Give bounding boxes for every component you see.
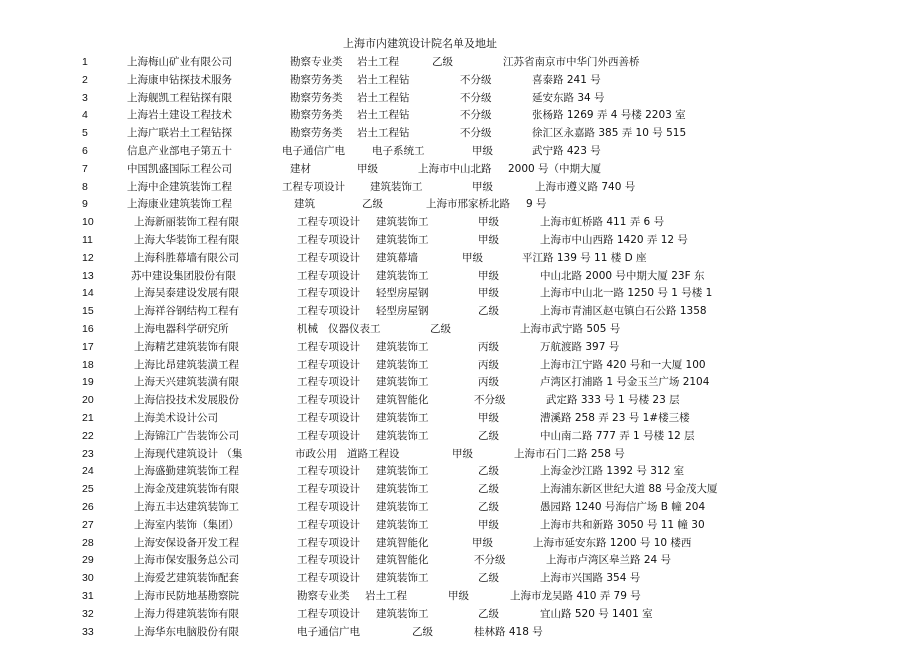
list-row	[0, 268, 920, 286]
address: 漕溪路 258 弄 23 号 1#楼三楼	[540, 411, 690, 424]
address: 喜泰路 241 号	[532, 73, 601, 86]
company-name: 上海爱艺建筑装饰配套	[134, 572, 239, 585]
grade: 甲级	[448, 589, 469, 602]
list-row	[0, 552, 920, 570]
company-name: 上海岩土建设工程技术	[127, 109, 232, 122]
specialty: 建筑装饰工	[376, 607, 429, 620]
address: 上海市兴国路 354 号	[540, 572, 641, 585]
company-name: 上海五丰达建筑装饰工	[134, 500, 239, 513]
grade: 桂林路 418 号	[474, 625, 543, 638]
company-name: 上海室内装饰（集团）	[134, 518, 239, 531]
specialty: 甲级	[357, 162, 378, 175]
row-number: 9	[82, 198, 88, 211]
address: 张杨路 1269 弄 4 号楼 2203 室	[532, 109, 686, 122]
document-title: 上海市内建筑设计院名单及地址	[343, 37, 497, 50]
specialty: 建筑装饰工	[376, 429, 429, 442]
category: 勘察专业类	[290, 56, 343, 68]
category: 勘察劳务类	[290, 109, 343, 122]
grade: 甲级	[478, 518, 499, 531]
specialty: 建筑幕墙	[376, 251, 418, 264]
address: 徐汇区永嘉路 385 弄 10 号 515	[532, 127, 687, 140]
company-name: 上海安保设备开发工程	[134, 536, 239, 549]
category: 工程专项设计	[297, 394, 360, 407]
category: 工程专项设计	[297, 340, 360, 353]
specialty: 建筑装饰工	[370, 180, 423, 193]
company-name: 上海舰凯工程钻探有限	[127, 91, 232, 104]
category: 机械	[297, 322, 318, 335]
address: 2000 号（中期大厦	[508, 162, 602, 175]
grade: 乙级	[478, 572, 499, 585]
address: 上海金沙江路 1392 号 312 室	[540, 465, 685, 478]
specialty: 乙级	[412, 625, 433, 638]
company-name: 上海美术设计公司	[134, 411, 218, 424]
grade: 甲级	[472, 536, 493, 549]
category: 工程专项设计	[297, 572, 360, 585]
list-row	[0, 107, 920, 125]
specialty: 道路工程设	[347, 447, 400, 460]
specialty: 建筑装饰工	[376, 233, 429, 246]
grade: 乙级	[478, 483, 499, 496]
company-name: 苏中建设集团股份有限	[131, 269, 236, 282]
address: 上海市江宁路 420 号和一大厦 100	[540, 358, 706, 371]
category: 勘察专业类	[297, 589, 350, 602]
address: 上海市卢湾区皋兰路 24 号	[546, 554, 672, 567]
list-row	[0, 54, 920, 72]
category: 工程专项设计	[297, 536, 360, 549]
company-name: 上海电器科学研究所	[134, 322, 229, 335]
company-name: 中国凯盛国际工程公司	[127, 162, 232, 175]
grade: 甲级	[478, 287, 499, 300]
list-row	[0, 303, 920, 321]
row-number: 10	[82, 216, 94, 229]
specialty: 轻型房屋钢	[376, 287, 429, 300]
row-number: 11	[82, 233, 93, 246]
row-number: 23	[82, 447, 94, 460]
specialty: 轻型房屋钢	[376, 305, 429, 318]
address: 武宁路 423 号	[532, 144, 601, 157]
list-row	[0, 570, 920, 588]
company-name: 上海广联岩土工程钻探	[127, 127, 232, 140]
specialty: 岩土工程钻	[357, 91, 410, 104]
company-name: 上海锦江广告装饰公司	[134, 429, 239, 442]
list-row	[0, 196, 920, 214]
list-row	[0, 446, 920, 464]
address: 上海市虹桥路 411 弄 6 号	[540, 216, 665, 229]
grade: 甲级	[478, 233, 499, 246]
category: 建筑	[294, 198, 315, 211]
specialty: 建筑智能化	[376, 554, 429, 567]
company-name: 上海康申钻探技术服务	[127, 73, 232, 86]
list-row	[0, 481, 920, 499]
list-row	[0, 321, 920, 339]
row-number: 17	[82, 340, 94, 353]
category: 工程专项设计	[297, 269, 360, 282]
address: 上海市中山西路 1420 弄 12 号	[540, 233, 688, 246]
specialty: 岩土工程钻	[357, 127, 410, 140]
address: 上海市龙吴路 410 弄 79 号	[510, 589, 641, 602]
specialty: 建筑装饰工	[376, 269, 429, 282]
list-row	[0, 606, 920, 624]
specialty: 建筑装饰工	[376, 340, 429, 353]
row-number: 4	[82, 109, 88, 122]
grade: 乙级	[478, 465, 499, 478]
grade: 丙级	[478, 358, 499, 371]
specialty: 建筑装饰工	[376, 518, 429, 531]
company-name: 上海科胜幕墙有限公司	[134, 251, 239, 264]
specialty: 岩土工程	[357, 56, 399, 68]
list-row	[0, 232, 920, 250]
row-number: 21	[82, 411, 94, 424]
row-number: 7	[82, 162, 88, 175]
list-row	[0, 90, 920, 108]
grade: 不分级	[460, 127, 492, 140]
category: 勘察劳务类	[290, 91, 343, 104]
row-number: 8	[82, 180, 88, 193]
address: 上海市遵义路 740 号	[535, 180, 636, 193]
grade: 甲级	[452, 447, 473, 460]
category: 工程专项设计	[297, 358, 360, 371]
company-name: 信息产业部电子第五十	[127, 144, 232, 157]
row-number: 31	[82, 589, 94, 602]
list-row	[0, 428, 920, 446]
company-name: 上海盛勤建筑装饰工程	[134, 465, 239, 478]
specialty: 岩土工程	[365, 589, 407, 602]
company-name: 上海新丽装饰工程有限	[134, 216, 239, 229]
row-number: 14	[82, 287, 94, 300]
specialty: 岩土工程钻	[357, 109, 410, 122]
address: 上海市中山北一路 1250 号 1 号楼 1	[540, 287, 713, 300]
category: 工程专项设计	[297, 483, 360, 496]
specialty: 仪器仪表工	[328, 322, 381, 335]
address: 上海市延安东路 1200 号 10 楼西	[533, 536, 692, 549]
row-number: 24	[82, 465, 94, 478]
row-number: 13	[82, 269, 94, 282]
company-name: 上海华东电脑股份有限	[134, 625, 239, 638]
grade: 上海市邢家桥北路	[426, 198, 510, 211]
address: 中山南二路 777 弄 1 号楼 12 层	[540, 429, 695, 442]
specialty: 岩土工程钻	[357, 73, 410, 86]
category: 工程专项设计	[297, 305, 360, 318]
list-row	[0, 392, 920, 410]
category: 工程专项设计	[297, 554, 360, 567]
list-row	[0, 535, 920, 553]
address: 9 号	[526, 198, 547, 211]
list-row	[0, 517, 920, 535]
address: 延安东路 34 号	[532, 91, 605, 104]
category: 工程专项设计	[297, 500, 360, 513]
company-name: 上海现代建筑设计 （集	[134, 447, 243, 460]
row-number: 33	[82, 625, 94, 638]
list-row	[0, 214, 920, 232]
row-number: 3	[82, 91, 88, 104]
company-name: 上海信投技术发展股份	[134, 394, 239, 407]
company-name: 上海梅山矿业有限公司	[127, 56, 232, 68]
grade: 不分级	[474, 394, 506, 407]
grade: 乙级	[432, 56, 453, 68]
row-number: 18	[82, 358, 94, 371]
grade: 上海市中山北路	[418, 162, 492, 175]
address: 万航渡路 397 号	[540, 340, 620, 353]
grade: 乙级	[430, 322, 451, 335]
address: 卢湾区打浦路 1 号金玉兰广场 2104	[540, 376, 710, 389]
category: 工程专项设计	[297, 518, 360, 531]
address: 中山北路 2000 号中期大厦 23F 东	[540, 269, 705, 282]
company-name: 上海大华装饰工程有限	[134, 233, 239, 246]
row-number: 6	[82, 144, 88, 157]
row-number: 20	[82, 394, 94, 407]
category: 工程专项设计	[297, 287, 360, 300]
grade: 不分级	[460, 73, 492, 86]
category: 工程专项设计	[297, 216, 360, 229]
category: 工程专项设计	[297, 411, 360, 424]
grade: 甲级	[478, 216, 499, 229]
category: 工程专项设计	[297, 233, 360, 246]
specialty: 电子系统工	[372, 144, 425, 157]
row-number: 32	[82, 607, 94, 620]
category: 勘察劳务类	[290, 73, 343, 86]
specialty: 建筑智能化	[376, 536, 429, 549]
address: 武定路 333 号 1 号楼 23 层	[546, 394, 680, 407]
company-name: 上海市保安服务总公司	[134, 554, 239, 567]
company-name: 上海中企建筑装饰工程	[127, 180, 232, 193]
company-name: 上海金茂建筑装饰有限	[134, 483, 239, 496]
specialty: 建筑装饰工	[376, 411, 429, 424]
row-number: 2	[82, 73, 88, 86]
row-number: 12	[82, 251, 94, 264]
company-name: 上海精艺建筑装饰有限	[134, 340, 239, 353]
category: 工程专项设计	[297, 465, 360, 478]
list-row	[0, 463, 920, 481]
category: 电子通信广电	[282, 144, 345, 157]
grade: 乙级	[478, 429, 499, 442]
category: 工程专项设计	[297, 251, 360, 264]
grade: 乙级	[478, 305, 499, 318]
address: 愚园路 1240 号海信广场 B 幢 204	[540, 500, 706, 513]
list-row	[0, 143, 920, 161]
specialty: 乙级	[362, 198, 383, 211]
list-row	[0, 410, 920, 428]
company-name: 上海天兴建筑装潢有限	[134, 376, 239, 389]
row-number: 16	[82, 322, 94, 335]
category: 工程专项设计	[282, 180, 345, 193]
category: 勘察劳务类	[290, 127, 343, 140]
address: 宜山路 520 号 1401 室	[540, 607, 653, 620]
row-number: 29	[82, 554, 94, 567]
category: 工程专项设计	[297, 376, 360, 389]
row-number: 27	[82, 518, 94, 531]
grade: 乙级	[478, 607, 499, 620]
row-number: 15	[82, 305, 94, 318]
company-name: 上海力得建筑装饰有限	[134, 607, 239, 620]
list-row	[0, 250, 920, 268]
company-name: 上海祥谷钢结构工程有	[134, 305, 239, 318]
grade: 甲级	[472, 144, 493, 157]
row-number: 5	[82, 127, 88, 140]
row-number: 26	[82, 500, 94, 513]
category: 建材	[290, 162, 311, 175]
specialty: 建筑装饰工	[376, 376, 429, 389]
list-row	[0, 339, 920, 357]
grade: 甲级	[478, 269, 499, 282]
list-row	[0, 285, 920, 303]
address: 上海市共和新路 3050 号 11 幢 30	[540, 518, 705, 531]
list-row	[0, 72, 920, 90]
address: 上海市青浦区赵屯镇白石公路 1358	[540, 305, 707, 318]
specialty: 建筑智能化	[376, 394, 429, 407]
grade: 甲级	[462, 251, 483, 264]
list-row	[0, 125, 920, 143]
list-row	[0, 161, 920, 179]
row-number: 28	[82, 536, 94, 549]
specialty: 建筑装饰工	[376, 572, 429, 585]
list-row	[0, 179, 920, 197]
category: 电子通信广电	[297, 625, 360, 638]
specialty: 建筑装饰工	[376, 216, 429, 229]
company-name: 上海市民防地基勘察院	[134, 589, 239, 602]
row-number: 19	[82, 376, 94, 389]
address: 上海市武宁路 505 号	[520, 322, 621, 335]
row-number: 22	[82, 429, 94, 442]
category: 工程专项设计	[297, 607, 360, 620]
grade: 甲级	[472, 180, 493, 193]
specialty: 建筑装饰工	[376, 358, 429, 371]
specialty: 建筑装饰工	[376, 465, 429, 478]
grade: 不分级	[474, 554, 506, 567]
list-row	[0, 588, 920, 606]
company-name: 上海康业建筑装饰工程	[127, 198, 232, 211]
grade: 不分级	[460, 109, 492, 122]
grade: 不分级	[460, 91, 492, 104]
row-number: 30	[82, 572, 94, 585]
company-list	[0, 54, 920, 641]
list-row	[0, 499, 920, 517]
company-name: 上海比昂建筑装潢工程	[134, 358, 239, 371]
row-number: 25	[82, 483, 94, 496]
category: 市政公用	[295, 447, 337, 460]
specialty: 建筑装饰工	[376, 500, 429, 513]
address: 江苏省南京市中华门外西善桥	[503, 56, 640, 68]
grade: 丙级	[478, 376, 499, 389]
grade: 乙级	[478, 500, 499, 513]
company-name: 上海吴泰建设发展有限	[134, 287, 239, 300]
list-row	[0, 357, 920, 375]
address: 上海浦东新区世纪大道 88 号金茂大厦	[540, 483, 718, 496]
address: 平江路 139 号 11 楼 D 座	[522, 251, 647, 264]
list-row	[0, 374, 920, 392]
grade: 丙级	[478, 340, 499, 353]
specialty: 建筑装饰工	[376, 483, 429, 496]
address: 上海市石门二路 258 号	[514, 447, 625, 460]
list-row	[0, 624, 920, 642]
category: 工程专项设计	[297, 429, 360, 442]
grade: 甲级	[478, 411, 499, 424]
row-number: 1	[82, 56, 88, 68]
